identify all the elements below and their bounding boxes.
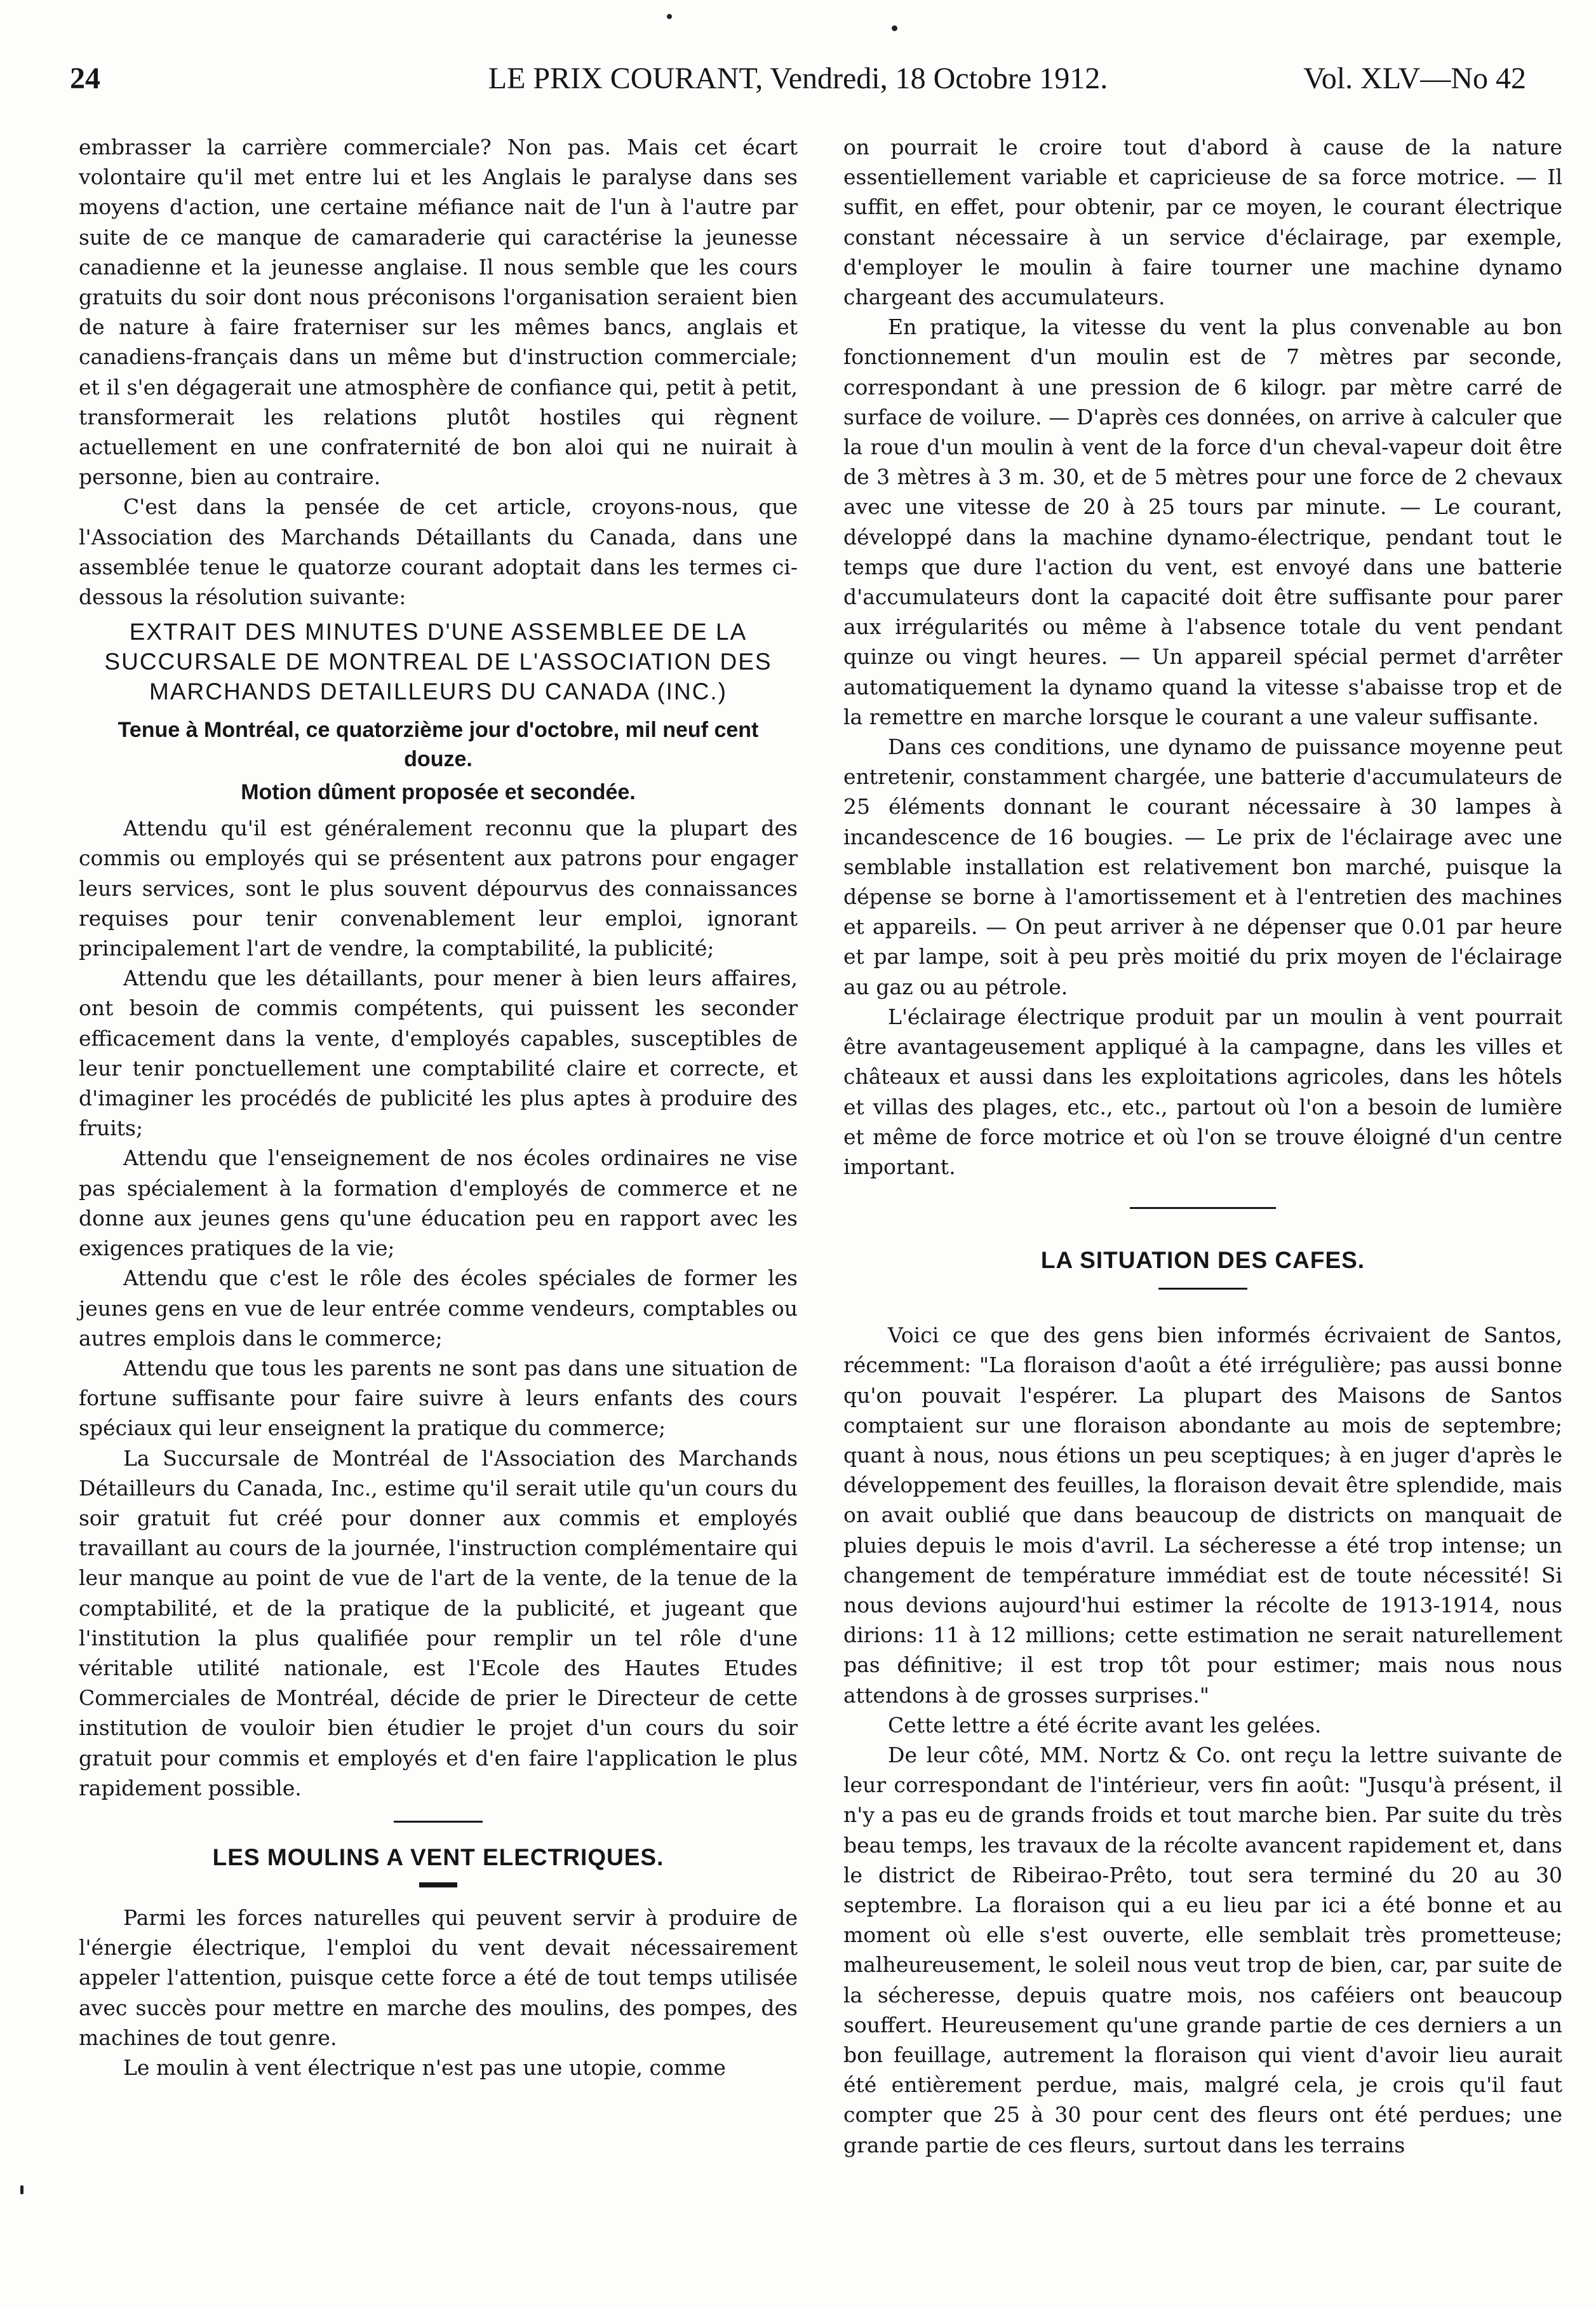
section-divider bbox=[394, 1821, 483, 1823]
paragraph: Attendu que les détaillants, pour mener à bien leurs affaires, ont besoin de commis compétents, qui puissent les seconder efficacement dans la vente, d'employés capables, susceptibles de leur tenir ponctuellement une comptabilité claire et correcte, et d'imaginer les procédés de publicité les plus aptes à produire des fruits; bbox=[79, 966, 798, 1141]
print-speck bbox=[20, 2185, 23, 2194]
paragraph: embrasser la carrière commerciale? Non pas. Mais cet écart volontaire qu'il met entre lui et les Anglais le paralyse dans ses moyens d'action, une certaine méfiance nait de l'un à l'autre par suite de ce manque de camaraderie qui caractérise la jeunesse canadienne et la jeunesse anglaise. Il nous semble que les cours gratuits du soir dont nous préconisons l'organisation seraient bien de nature à faire fraterniser sur les mêmes bancs, anglais et canadiens-français dans un même but d'instruction commerciale; et il s'en dégagerait une atmosphère de confiance qui, petit à petit, transformerait les relations plutôt hostiles qui règnent actuellement en une confraternité de bon aloi qui ne nuirait à personne, bien au contraire. bbox=[79, 135, 798, 490]
volume-number: Vol. XLV—No 42 bbox=[1303, 62, 1526, 95]
paragraph: En pratique, la vitesse du vent la plus convenable au bon fonctionnement d'un moulin est de 7 mètres par seconde, correspondant à une pression de 6 kilogr. par mètre carré de surface de voilure. — D'après ces données, on arrive à calculer que la roue d'un moulin à vent de la force d'un cheval-vapeur doit être de 3 mètres à 3 m. 30, et de 5 mètres pour une force de 2 chevaux avec une vitesse de 20 à 25 tours par minute. — Le courant, développé dans la machine dynamo-électrique, pendant tout le temps que dure l'action du vent, est envoyé dans une batterie d'accumulateurs dont la capacité doit être suffisante pour parer aux irrégularités ou même à l'absence totale du vent pendant quinze ou vingt heures. — Un appareil spécial permet d'arrêter automatiquement la dynamo quand la vitesse s'abaisse trop et de la remettre en marche lorsque le courant a une valeur suffisante. bbox=[843, 314, 1562, 729]
paragraph: Attendu que c'est le rôle des écoles spéciales de former les jeunes gens en vue de leur entrée comme vendeurs, comptables ou autres emplois dans le commerce; bbox=[79, 1265, 798, 1351]
motion-line: Motion dûment proposée et secondée. bbox=[241, 780, 636, 805]
page-number: 24 bbox=[70, 62, 100, 95]
right-column bbox=[843, 132, 1562, 2160]
paragraph: Attendu qu'il est généralement reconnu que la plupart des commis ou employés qui se présentent aux patrons pour engager leurs services, sont le plus souvent dépourvus des connaissances requises pour tenir convenablement leur emploi, ignorant principalement l'art de vendre, la comptabilité, la publicité; bbox=[79, 816, 798, 961]
extrait-heading: EXTRAIT DES MINUTES D'UNE ASSEMBLEE DE LA SUCCURSALE DE MONTREAL DE L'ASSOCIATION DES MARCHANDS DETAILLEURS DU CANADA (INC.) bbox=[104, 619, 772, 705]
moulins-section-title: LES MOULINS A VENT ELECTRIQUES. bbox=[212, 1844, 664, 1870]
page-header bbox=[70, 61, 1526, 105]
cafes-section-title: LA SITUATION DES CAFES. bbox=[1040, 1247, 1365, 1274]
paragraph: Dans ces conditions, une dynamo de puissance moyenne peut entretenir, constamment chargée, une batterie d'accumulateurs de 25 éléments donnant le courant nécessaire à 30 lampes à incandescence de 16 bougies. — Le prix de l'éclairage avec une semblable installation est relativement bon marché, puisque la dépense se borne à l'amortissement et à l'entretien des machines et appareils. — On peut arriver à ne dépenser que 0.01 par heure et par lampe, soit à peu près moitié du prix moyen de l'éclairage au gaz ou au pétrole. bbox=[843, 734, 1562, 999]
tenue-line: Tenue à Montréal, ce quatorzième jour d'octobre, mil neuf cent douze. bbox=[117, 718, 759, 772]
title-underline bbox=[1158, 1288, 1247, 1290]
paragraph: Le moulin à vent électrique n'est pas une utopie, comme bbox=[123, 2055, 726, 2080]
paragraph: on pourrait le croire tout d'abord à cause de la nature essentiellement variable et capricieuse de sa force motrice. — Il suffit, en effet, pour obtenir, par ce moyen, le courant électrique constant nécessaire à un service d'éclairage, par exemple, d'employer le moulin à faire tourner une machine dynamo chargeant des accumulateurs. bbox=[843, 135, 1562, 310]
paragraph: Attendu que l'enseignement de nos écoles ordinaires ne vise pas spécialement à la formation d'employés de commerce et ne donne aux jeunes gens qu'une éducation peu en rapport avec les exigences pratiques de la vie; bbox=[79, 1145, 798, 1261]
print-speck bbox=[892, 25, 897, 31]
title-underline bbox=[419, 1882, 457, 1887]
paragraph: L'éclairage électrique produit par un moulin à vent pourrait être avantageusement appliqué à la campagne, dans les villes et châteaux et aussi dans les exploitations agricoles, dans les hôtels et villas des plages, etc., etc., partout où l'on a besoin de lumière et même de force motrice et où l'on se trouve éloigné d'un centre important. bbox=[843, 1004, 1562, 1179]
paragraph: La Succursale de Montréal de l'Association des Marchands Détailleurs du Canada, Inc., estime qu'il serait utile qu'un cours du soir gratuit fut créé pour donner aux commis et employés travaillant au cours de la journée, l'instruction complémentaire qui leur manque au point de vue de l'art de la vente, de la tenue de la comptabilité, et de la pratique de la publicité, et jugeant que l'institution la plus qualifiée pour remplir un tel rôle d'une véritable utilité nationale, est l'Ecole des Hautes Etudes Commerciales de Montréal, décide de prier le Directeur de cette institution de vouloir bien étudier le projet d'un cours du soir gratuit pour commis et employés et d'en faire l'application le plus rapidement possible. bbox=[79, 1445, 798, 1800]
newspaper-title: LE PRIX COURANT, Vendredi, 18 Octobre 1912. bbox=[488, 62, 1108, 95]
print-speck bbox=[667, 14, 672, 19]
paragraph: Attendu que tous les parents ne sont pas dans une situation de fortune suffisante pour faire suivre à leurs enfants des cours spéciaux qui leur enseignent la pratique du commerce; bbox=[79, 1355, 798, 1441]
paragraph: Cette lettre a été écrite avant les gelées. bbox=[888, 1712, 1322, 1738]
section-divider bbox=[1130, 1207, 1276, 1209]
paragraph: De leur côté, MM. Nortz & Co. ont reçu la lettre suivante de leur correspondant de l'intérieur, vers fin août: "Jusqu'à présent, il n'y a pas eu de grands froids et tout marche bien. Par suite du très beau temps, les travaux de la récolte avancent rapidement et, dans le district de Ribeirao-Prêto, tout sera terminé du 20 au 30 septembre. La floraison qui a eu lieu par ici a été bonne et au moment où elle s'est ouverte, elle semblait très prometteuse; malheureusement, le soleil nous veut trop de bien, car, par suite de la sécheresse, depuis quatre mois, nos caféiers ont beaucoup souffert. Heureusement qu'une grande partie de ces derniers a un bon feuillage, autrement la floraison qui vient d'avoir lieu aurait été entièrement perdue, mais, malgré cela, je crois qu'il faut compter que 25 à 30 pour cent des fleurs ont été perdues; une grande partie de ces fleurs, surtout dans les terrains bbox=[843, 1742, 1562, 2157]
paragraph: Voici ce que des gens bien informés écrivaient de Santos, récemment: "La floraison d'août a été irrégulière; pas aussi bonne qu'on pouvait l'espérer. La plupart des Maisons de Santos comptaient sur une floraison abondante au mois de septembre; quant à nous, nous étions un peu sceptiques; à en juger d'après le développement des feuilles, la floraison devait être splendide, mais on avait oublié que dans beaucoup de districts on manquait de pluies depuis le mois d'avril. La sécheresse a été trop intense; un changement de température immédiat est de toute nécessité! Si nous devions aujourd'hui estimer la récolte de 1913-1914, nous dirions: 11 à 12 millions; cette estimation ne serait naturellement pas définitive; il est trop tôt pour estimer; mais nous nous attendons à de grosses surprises." bbox=[843, 1323, 1562, 1708]
paragraph: C'est dans la pensée de cet article, croyons-nous, que l'Association des Marchands Détaillants du Canada, dans une assemblée tenue le quatorze courant adoptait dans les termes ci-dessous la résolution suivante: bbox=[79, 494, 798, 610]
left-column bbox=[79, 132, 798, 2082]
paragraph: Parmi les forces naturelles qui peuvent servir à produire de l'énergie électrique, l'emploi du vent devait nécessairement appeler l'attention, puisque cette force a été de tout temps utilisée avec succès pour mettre en marche des moulins, des pompes, des machines de tout genre. bbox=[79, 1905, 798, 2050]
